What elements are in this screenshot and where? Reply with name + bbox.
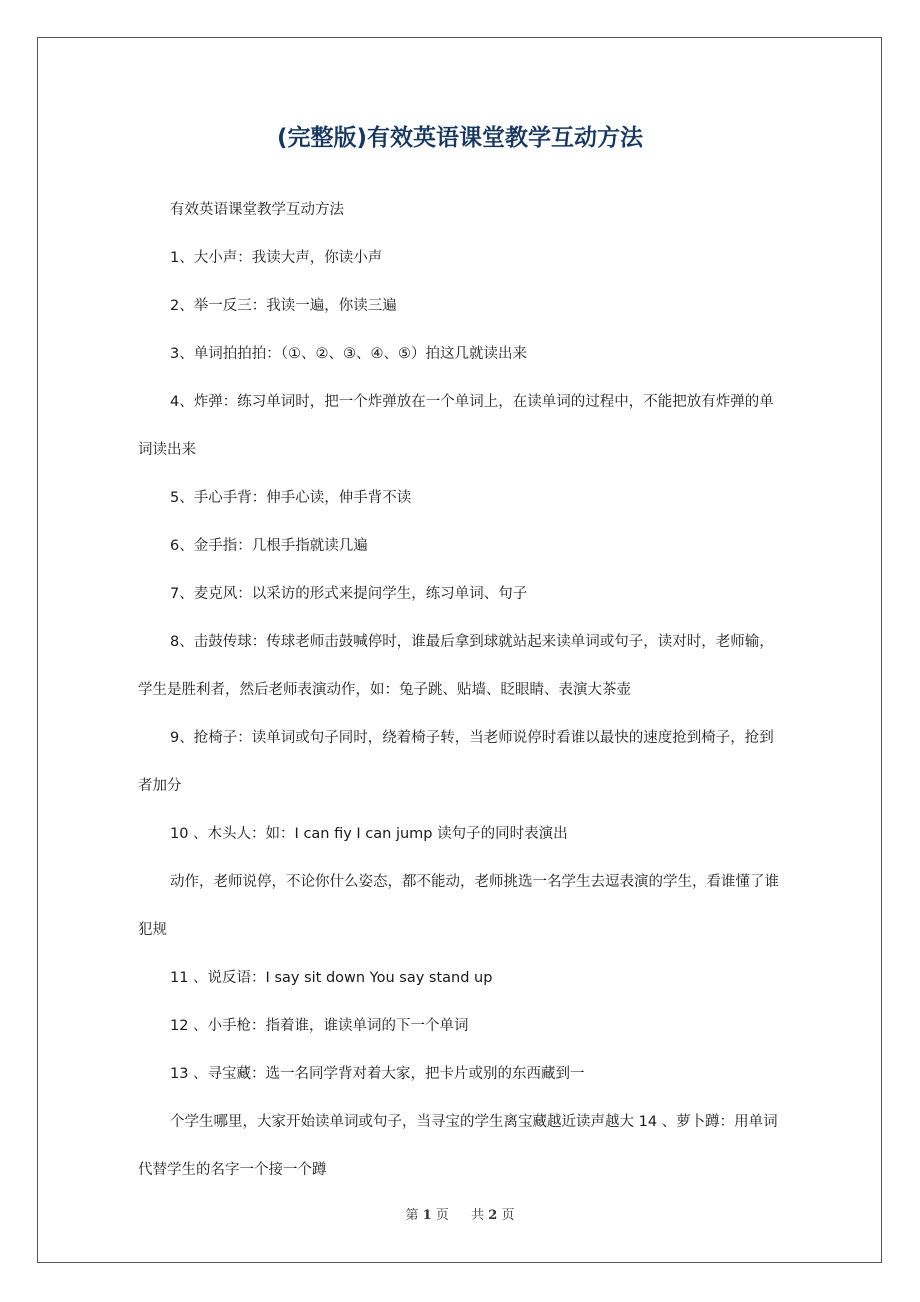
footer-page-prefix: 第 — [405, 1208, 419, 1223]
footer-page-suffix: 页 — [435, 1208, 449, 1223]
paragraph-item-2: 2、举一反三：我读一遍，你读三遍 — [170, 298, 397, 314]
paragraph-item-4: 4、炸弹：练习单词时，把一个炸弹放在一个单词上，在读单词的过程中，不能把放有炸弹的单词读出来 — [138, 394, 774, 458]
footer-total-prefix: 共 — [471, 1208, 485, 1223]
paragraph-item-11: 11 、说反语：I say sit down You say stand up — [170, 970, 493, 986]
paragraph-item-3: 3、单词拍拍拍：（①、②、③、④、⑤）拍这几就读出来 — [170, 346, 527, 362]
paragraph-item-1: 1、大小声：我读大声，你读小声 — [170, 250, 383, 266]
paragraph-item-8: 8、击鼓传球：传球老师击鼓喊停时，谁最后拿到球就站起来读单词或句子，读对时，老师输，学生是胜利者，然后老师表演动作，如：兔子跳、贴墙、眨眼睛、表演大茶壶 — [138, 634, 774, 698]
footer-total-pages: 2 — [488, 1208, 498, 1223]
page-footer — [0, 1204, 920, 1228]
paragraph-item-5: 5、手心手背：伸手心读，伸手背不读 — [170, 490, 412, 506]
paragraph-item-13-continued: 个学生哪里，大家开始读单词或句子，当寻宝的学生离宝藏越近读声越大 14 、萝卜蹲：用单词代替学生的名字一个接一个蹲 — [138, 1114, 778, 1178]
document-title: (完整版)有效英语课堂教学互动方法 — [276, 125, 644, 151]
document-body — [138, 186, 788, 1194]
paragraph-item-10-continued: 动作，老师说停，不论你什么姿态，都不能动，老师挑选一名学生去逗表演的学生，看谁懂了谁犯规 — [138, 874, 779, 938]
paragraph-item-9: 9、抢椅子：读单词或句子同时，绕着椅子转，当老师说停时看谁以最快的速度抢到椅子，抢到者加分 — [138, 730, 774, 794]
paragraph-item-10: 10 、木头人：如：I can fiy I can jump 读句子的同时表演出 — [170, 826, 568, 842]
paragraph-item-6: 6、金手指：几根手指就读几遍 — [170, 538, 368, 554]
paragraph-item-13: 13 、寻宝藏：选一名同学背对着大家，把卡片或别的东西藏到一 — [170, 1066, 585, 1082]
footer-current-page: 1 — [422, 1208, 432, 1223]
footer-total-suffix: 页 — [501, 1208, 515, 1223]
paragraph-heading: 有效英语课堂教学互动方法 — [170, 202, 344, 218]
paragraph-item-12: 12 、小手枪：指着谁，谁读单词的下一个单词 — [170, 1018, 469, 1034]
paragraph-item-7: 7、麦克风：以采访的形式来提问学生，练习单词、句子 — [170, 586, 528, 602]
